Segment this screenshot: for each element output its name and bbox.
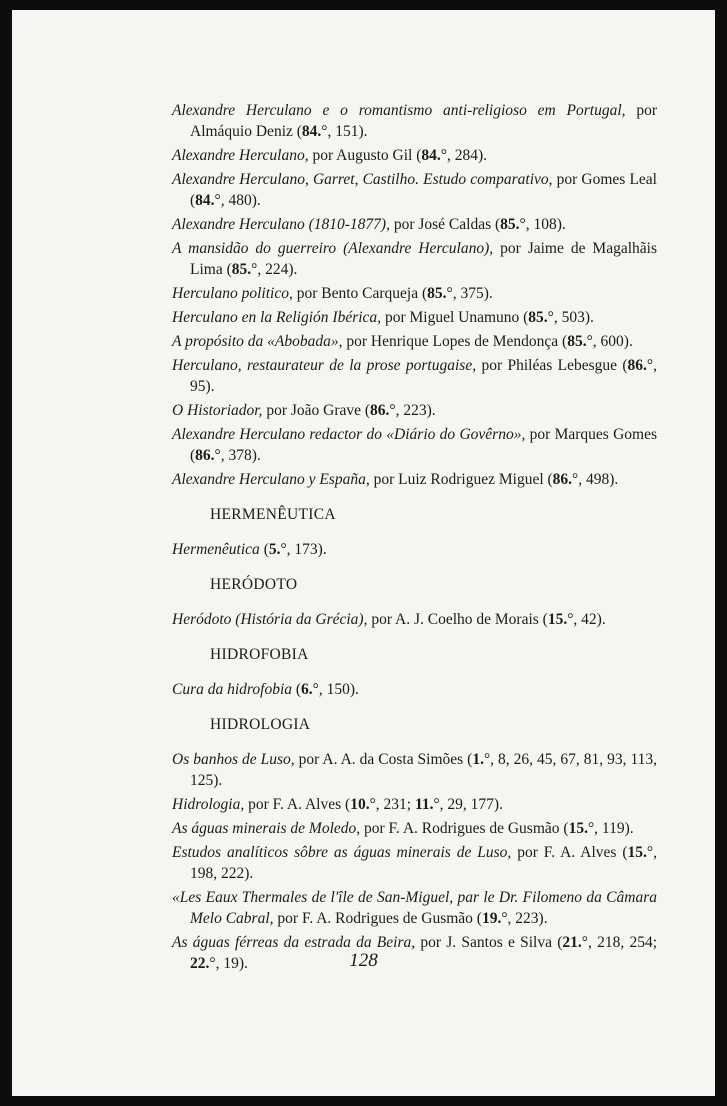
entry-text: °, 223).	[389, 402, 436, 419]
entry-text: por Augusto Gil (	[308, 147, 422, 164]
entry-text: °, 173).	[280, 541, 327, 558]
index-entry	[172, 842, 657, 884]
entry-text: por Philéas Lebesgue (	[476, 357, 628, 374]
entry-text: por F. A. Rodrigues de Gusmão (	[360, 820, 569, 837]
entry-text: °, 95).	[190, 357, 657, 395]
entry-text: por Jaime de Magalhãis Lima (	[190, 240, 657, 278]
volume-number: 85.	[528, 309, 548, 326]
entry-text: por João Grave (	[262, 402, 371, 419]
entry-text: por Almáquio Deniz (	[190, 102, 657, 140]
volume-number: 5.	[268, 541, 281, 558]
volume-number: 22.	[190, 955, 210, 972]
entry-title: Herculano en la Religión Ibérica,	[172, 309, 382, 326]
entry-text: °, 29, 177).	[433, 796, 503, 813]
entry-title: Alexandre Herculano y España,	[172, 471, 370, 488]
entry-text: por Henrique Lopes de Mendonça (	[342, 333, 568, 350]
entry-text: °, 223).	[501, 910, 548, 927]
entry-text: °, 503).	[547, 309, 594, 326]
entry-text: °, 600).	[586, 333, 633, 350]
index-entry	[172, 355, 657, 397]
entry-text: por Miguel Unamuno (	[381, 309, 529, 326]
volume-number: 15.	[568, 820, 588, 837]
volume-number: 85.	[500, 216, 520, 233]
entry-title: Alexandre Herculano redactor do «Diário do Govêrno»,	[172, 426, 526, 443]
entry-title: Alexandre Herculano e o romantismo anti-religioso em Portugal,	[172, 102, 626, 119]
entry-text: °, 19).	[209, 955, 248, 972]
entry-text: °, 378).	[214, 447, 261, 464]
entry-text: °, 231;	[369, 796, 415, 813]
entry-text: °, 119).	[587, 820, 634, 837]
entry-title: As águas minerais de Moledo,	[172, 820, 361, 837]
volume-number: 86.	[370, 402, 390, 419]
index-entry	[172, 331, 657, 352]
section-heading: HERÓDOTO	[210, 576, 298, 593]
index-entry	[172, 887, 657, 929]
entry-text: °, 224).	[251, 261, 298, 278]
index-entry	[172, 818, 657, 839]
entry-text: °, 375).	[446, 285, 493, 302]
book-page	[12, 10, 715, 1096]
entry-title: Cura da hidrofobia	[172, 681, 292, 698]
entry-text: °, 198, 222).	[190, 844, 657, 882]
entry-text: por F. A. Alves (	[244, 796, 351, 813]
volume-number: 85.	[231, 261, 252, 278]
volume-number: 85.	[427, 285, 447, 302]
volume-number: 11.	[414, 796, 434, 813]
entry-text: por Marques Gomes (	[190, 426, 658, 464]
entry-text: °, 8, 26, 45, 67, 81, 93, 113, 125).	[190, 751, 657, 789]
entry-text: por Luiz Rodriguez Miguel (	[369, 471, 553, 488]
entry-text: por J. Santos e Silva (	[415, 934, 563, 951]
entry-title: Herculano, restaurateur de la prose portugaise,	[172, 357, 477, 374]
volume-number: 19.	[481, 910, 502, 927]
entry-text: °, 108).	[519, 216, 566, 233]
entry-text: (	[259, 541, 269, 558]
volume-number: 15.	[547, 611, 568, 628]
entry-title: Hermenêutica	[172, 541, 260, 558]
index-entry	[172, 283, 657, 304]
index-content	[172, 100, 657, 977]
index-entry	[172, 238, 657, 280]
entry-title: Os banhos de Luso,	[172, 751, 295, 768]
index-entry	[172, 539, 657, 560]
entry-text: (	[292, 681, 302, 698]
volume-number: 6.	[301, 681, 313, 698]
index-entry	[172, 609, 657, 630]
index-entry	[172, 679, 657, 700]
volume-number: 84.	[301, 123, 322, 140]
entry-text: por Bento Carqueja (	[292, 285, 428, 302]
volume-number: 84.	[195, 192, 215, 209]
volume-number: 84.	[421, 147, 441, 164]
entry-title: Heródoto (História da Grécia),	[172, 611, 368, 628]
entry-text: °, 42).	[567, 611, 606, 628]
entry-title: Alexandre Herculano,	[172, 147, 309, 164]
index-entry	[172, 214, 657, 235]
section-heading: HIDROLOGIA	[210, 716, 311, 733]
entry-text: por Gomes Leal (	[190, 171, 657, 209]
volume-number: 15.	[627, 844, 647, 861]
entry-text: por F. A. Alves (	[511, 844, 628, 861]
index-entry	[172, 145, 657, 166]
entry-text: por A. A. da Costa Simões (	[294, 751, 473, 768]
volume-number: 86.	[552, 471, 573, 488]
index-entry	[172, 400, 657, 421]
index-entry	[172, 307, 657, 328]
volume-number: 1.	[472, 751, 484, 768]
entry-text: por José Caldas (	[389, 216, 501, 233]
entry-title: Hidrologia,	[172, 796, 245, 813]
entry-text: por A. J. Coelho de Morais (	[367, 611, 548, 628]
volume-number: 10.	[350, 796, 370, 813]
entry-text: °, 284).	[440, 147, 488, 164]
index-entry	[172, 794, 657, 815]
index-entry	[172, 749, 657, 791]
entry-title: A mansidão do guerreiro (Alexandre Herculano),	[172, 240, 494, 257]
entry-text: °, 498).	[572, 471, 619, 488]
entry-text: °, 151).	[321, 123, 368, 140]
volume-number: 86.	[627, 357, 647, 374]
volume-number: 86.	[195, 447, 215, 464]
index-entry	[172, 424, 657, 466]
entry-text: por F. A. Rodrigues de Gusmão (	[273, 910, 482, 927]
index-entry	[172, 469, 657, 490]
section-heading: HERMENÊUTICA	[210, 506, 336, 523]
entry-title: Estudos analíticos sôbre as águas minerais de Luso,	[172, 844, 512, 861]
index-entry	[172, 169, 657, 211]
entry-title: «Les Eaux Thermales de l'île de San-Miguel, par le Dr. Filomeno da Câmara Melo Cabral,	[172, 889, 657, 927]
entry-title: Alexandre Herculano, Garret, Castilho. Estudo comparativo,	[172, 171, 553, 188]
entry-text: °, 218, 254;	[581, 934, 658, 951]
entry-text: °, 150).	[312, 681, 359, 698]
index-entry	[172, 100, 657, 142]
volume-number: 85.	[567, 333, 587, 350]
entry-title: Alexandre Herculano (1810-1877),	[172, 216, 390, 233]
entry-title: As águas férreas da estrada da Beira,	[172, 934, 416, 951]
page-number: 128	[349, 950, 378, 971]
entry-title: A propósito da «Abobada»,	[172, 333, 343, 350]
entry-title: O Historiador,	[172, 402, 263, 419]
section-heading: HIDROFOBIA	[210, 646, 309, 663]
entry-title: Herculano politico,	[172, 285, 293, 302]
volume-number: 21.	[562, 934, 582, 951]
entry-text: °, 480).	[214, 192, 261, 209]
